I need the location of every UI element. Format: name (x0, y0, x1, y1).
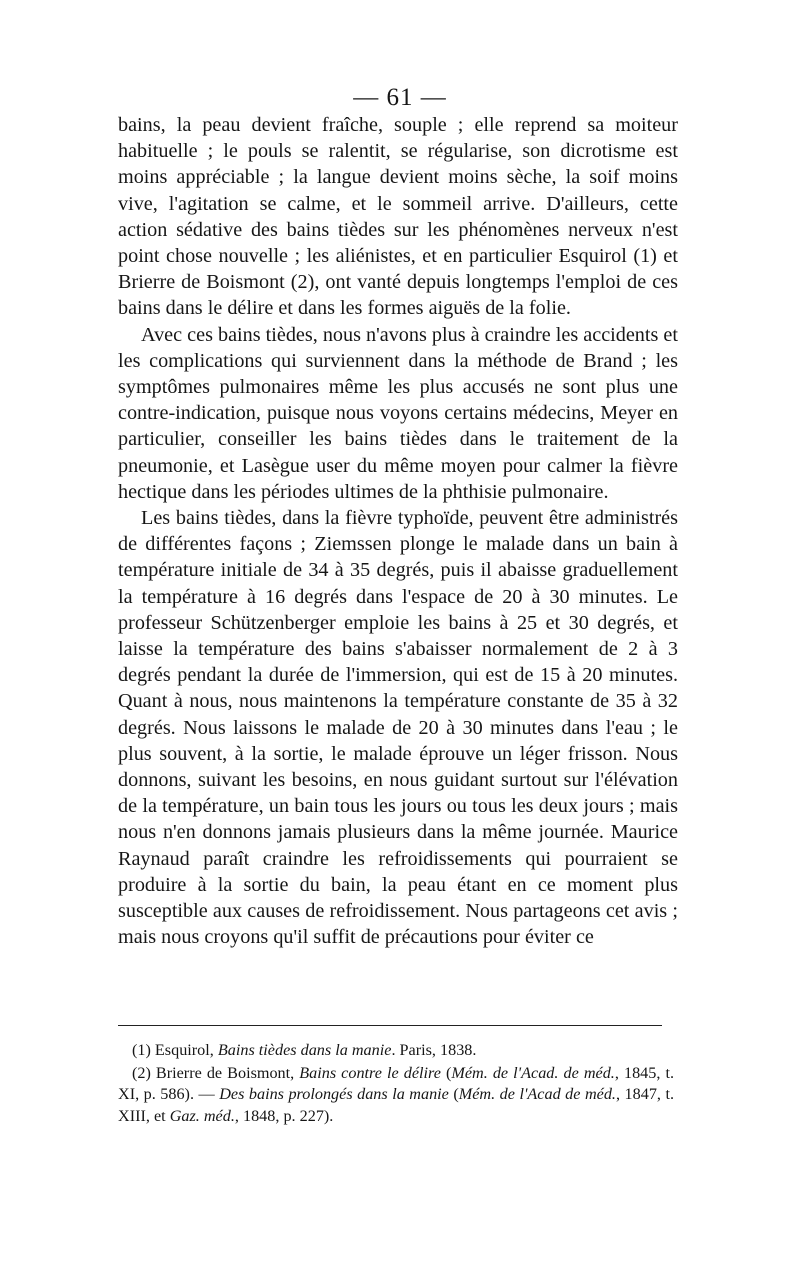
footnotes (118, 1040, 674, 1127)
paragraph-1: bains, la peau devient fraîche, souple ; elle reprend sa moiteur habituelle ; le pouls se ralentit, se régularise, son dicrotisme est moins appréciable ; la langue devient moins sèche, la soif moins vive, l'agitation se calme, et le sommeil arrive. D'ailleurs, cette action sédative des bains tièdes sur les phénomènes nerveux n'est point chose nouvelle ; les aliénistes, et en particulier Esquirol (1) et Brierre de Boismont (2), ont vanté depuis longtemps l'emploi de ces bains dans le délire et dans les formes aiguës de la folie. (118, 114, 678, 320)
footnote-1-suffix: . Paris, 1838. (391, 1041, 477, 1059)
footnote-2-title-2: Des bains prolongés dans la manie (219, 1085, 449, 1103)
footnote-2-journal-3: Gaz. méd. (169, 1106, 235, 1125)
paragraph-3: Les bains tièdes, dans la fièvre typhoïde, peuvent être administrés de différentes façons ; Ziemssen plonge le malade dans un bain à température initiale de 34 à 35 degrés, puis il abaisse graduellement la température à 16 degrés dans l'espace de 20 à 30 minutes. Le professeur Schützenberger emploie les bains à 25 et 30 degrés, et laisse la température des bains s'abaisser normalement de 2 à 3 degrés pendant la durée de l'immersion, qui est de 15 à 20 minutes. Quant à nous, nous maintenons la température constante de 35 à 32 degrés. Nous laissons le malade de 20 à 30 minutes dans l'eau ; le plus souvent, à la sortie, le malade éprouve un léger frisson. Nous donnons, suivant les besoins, en nous guidant surtout sur l'élévation de la température, un bain tous les jours ou tous les deux jours ; mais nous n'en donnons jamais plusieurs dans la même journée. Maurice Raynaud paraît craindre les refroidissements qui pourraient se produire à la sortie du bain, la peau étant en ce moment plus susceptible aux causes de refroidissement. Nous partageons cet avis ; mais nous croyons qu'il suffit de précautions pour éviter ce (118, 507, 678, 949)
footnote-2-title-1: Bains contre le délire (299, 1063, 441, 1082)
paragraph-2: Avec ces bains tièdes, nous n'avons plus à craindre les accidents et les complications qui surviennent dans la méthode de Brand ; les symptômes pulmonaires même les plus accusés ne sont plus une contre-indication, puisque nous voyons certains médecins, Meyer en particulier, conseiller les bains tièdes dans le traitement de la pneumonie, et Lasègue user du même moyen pour calmer la fièvre hectique dans les périodes ultimes de la phthisie pulmonaire. (118, 323, 678, 503)
footnote-1-prefix: (1) Esquirol, (132, 1041, 218, 1059)
footnote-2-journal-2: Mém. de l'Acad de méd. (458, 1085, 616, 1103)
footnote-2-suffix: , 1848, p. 227). (234, 1106, 334, 1125)
main-text (118, 112, 678, 951)
footnote-2-mid-3: ( (448, 1085, 459, 1103)
footnote-2-journal-1: Mém. de l'Acad. de méd. (451, 1063, 615, 1082)
footnote-1 (118, 1040, 674, 1062)
footnote-1-title: Bains tièdes dans la manie (217, 1041, 392, 1059)
footnote-2-mid-2: , 1845, t. XI, p. 586). — (118, 1063, 674, 1103)
footnote-2-mid-1: ( (440, 1063, 452, 1082)
footnote-2-prefix: (2) Brierre de Boismont, (132, 1063, 300, 1082)
footnote-2 (118, 1063, 674, 1128)
footnote-2-mid-4: , 1847, t. XIII, et (118, 1085, 675, 1125)
page-number: — 61 — (353, 84, 447, 111)
footnote-divider (118, 1025, 662, 1026)
